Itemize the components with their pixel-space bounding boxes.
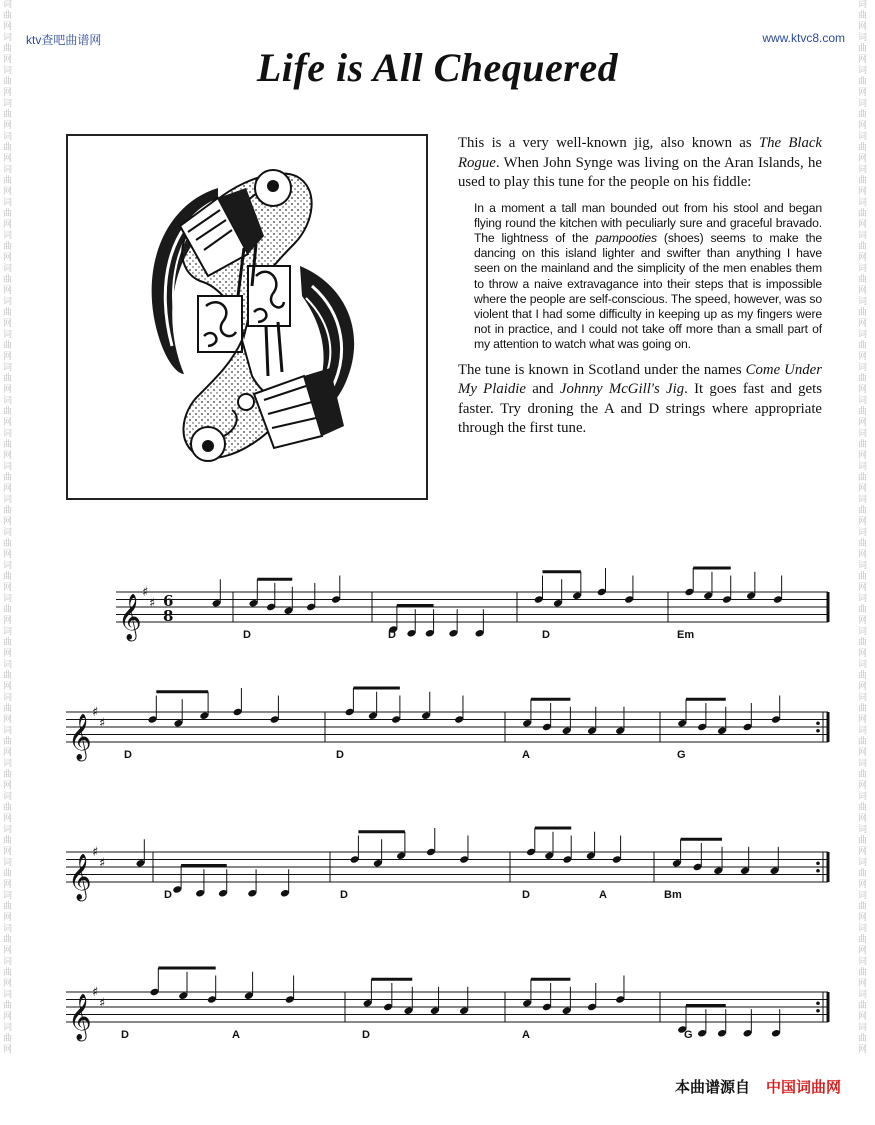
chord-label: G xyxy=(677,749,686,761)
time-sig-numerator: 6 xyxy=(163,592,174,610)
footer xyxy=(675,1076,841,1097)
treble-clef-icon: 𝄞 xyxy=(68,714,92,760)
chord-label: D xyxy=(121,1029,129,1041)
repeat-dot xyxy=(816,721,820,725)
repeat-dot xyxy=(816,1001,820,1005)
chord-label: A xyxy=(522,1029,530,1041)
page-title: Life is All Chequered xyxy=(256,45,619,90)
footer-site: 中国词曲网 xyxy=(765,1078,841,1096)
repeat-dot xyxy=(816,869,820,873)
chord-label: Em xyxy=(677,629,695,641)
scotland-and: and xyxy=(525,381,560,398)
chord-label: G xyxy=(684,1029,693,1041)
edge-watermark-left: 词曲网词曲网词曲网词曲网词曲网词曲网词曲网词曲网词曲网词曲网词曲网词曲网词曲网词曲网词曲网词曲网词曲网词曲网词曲网词曲网词曲网词曲网词曲网词曲网词曲网词曲网词曲网词曲网词曲网词曲网词曲网词曲网 xyxy=(3,0,13,1055)
chord-label: A xyxy=(522,749,530,761)
footer-source: 本曲谱源自 xyxy=(674,1078,750,1096)
chord-label: D xyxy=(124,749,132,761)
quote-term: pampooties xyxy=(595,230,657,245)
quote-text-a: In a moment a tall man bounded out from his stool and began flying round the kitchen with peculiarly sure and graceful bravado. The lightness of the xyxy=(474,200,822,245)
chord-label: D xyxy=(522,889,530,901)
repeat-dot xyxy=(816,1009,820,1013)
scottish-name-1: Come Under My Plaidie xyxy=(458,361,822,398)
scotland-text-a: The tune is known in Scotland under the names xyxy=(458,361,746,378)
quote-text-b: (shoes) seems to make the dancing on this island lighter and swifter than anything I have seen on the mainland and the simplicity of the men enables them to throw a naive extravagance into their steps that is impossible where the people are self-conscious. The speed, however, was so violent that I had some difficulty in keeping up as my fingers were not in practice, and I could not take off more than a small part of my attention to watch what was going on. xyxy=(474,230,822,352)
intro-text-b: . When John Synge was living on the Aran Islands, he used to play this tune for the people on his fiddle: xyxy=(458,154,822,190)
scottish-name-2: Johnny McGill's Jig xyxy=(559,381,685,398)
chord-label: A xyxy=(232,1029,240,1041)
sharp-icon: ♯ xyxy=(99,996,106,1011)
chord-label: D xyxy=(362,1029,370,1041)
time-sig-denominator: 8 xyxy=(163,607,174,625)
chord-label: A xyxy=(599,889,607,901)
alt-tune-name: The Black Rogue xyxy=(458,135,823,171)
scotland-text-b: . It goes fast and gets faster. Try droning the A and D strings where appropriate through the first tune. xyxy=(458,381,822,437)
sharp-icon: ♯ xyxy=(92,985,99,1000)
repeat-dot xyxy=(816,729,820,733)
chord-label: Bm xyxy=(664,889,682,901)
sharp-icon: ♯ xyxy=(99,856,106,871)
chord-label: D xyxy=(542,629,550,641)
treble-clef-icon: 𝄞 xyxy=(118,594,142,640)
sharp-icon: ♯ xyxy=(142,585,149,600)
chord-label: D xyxy=(164,889,172,901)
edge-watermark-right: 词曲网词曲网词曲网词曲网词曲网词曲网词曲网词曲网词曲网词曲网词曲网词曲网词曲网词曲网词曲网词曲网词曲网词曲网词曲网词曲网词曲网词曲网词曲网词曲网词曲网词曲网词曲网词曲网词曲网词曲网词曲网词曲网 xyxy=(858,0,868,1055)
chord-label: D xyxy=(243,629,251,641)
watermark-left: ktv查吧曲谱网 xyxy=(26,33,102,47)
sharp-icon: ♯ xyxy=(99,716,106,731)
sharp-icon: ♯ xyxy=(92,705,99,720)
sharp-icon: ♯ xyxy=(149,596,156,611)
repeat-dot xyxy=(816,861,820,865)
chord-label: D xyxy=(336,749,344,761)
treble-clef-icon: 𝄞 xyxy=(68,854,92,900)
treble-clef-icon: 𝄞 xyxy=(68,994,92,1040)
sharp-icon: ♯ xyxy=(92,845,99,860)
chord-label: D xyxy=(388,629,396,641)
watermark-right: www.ktvc8.com xyxy=(762,31,845,45)
intro-text-a: This is a very well-known jig, also known as xyxy=(458,135,759,151)
chord-label: D xyxy=(340,889,348,901)
